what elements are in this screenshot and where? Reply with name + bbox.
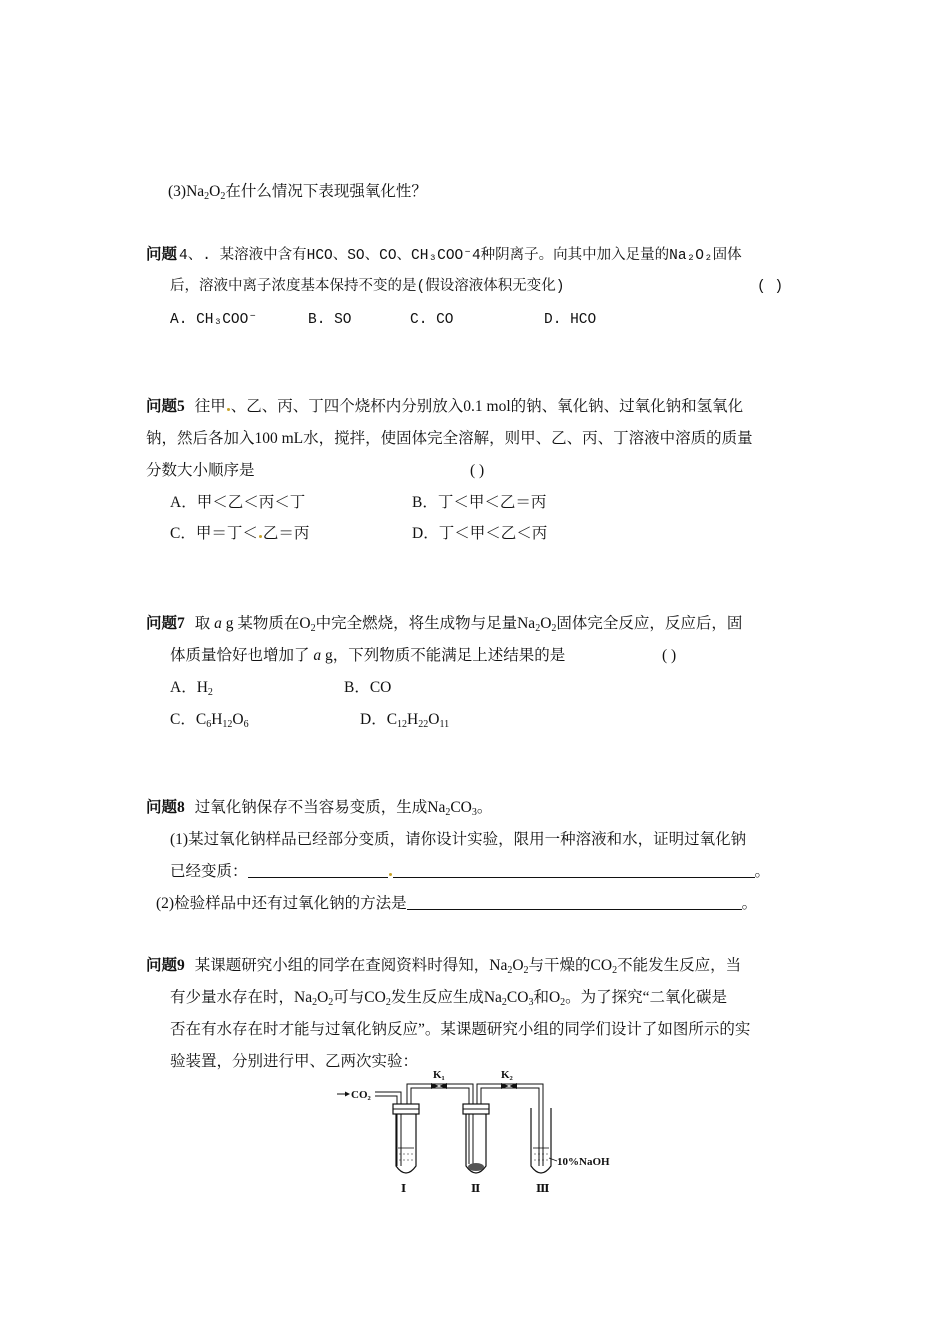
mark-dot	[259, 535, 262, 538]
q9-line4: 验装置，分别进行甲、乙两次实验：	[170, 1053, 419, 1070]
q9-line3: 否在有水存在时才能与过氧化钠反应”。某课题研究小组的同学们设计了如图所示的实	[170, 1021, 751, 1038]
q7-line1: 问题7 取 a g 某物质在$O_2$中完全燃烧，将生成物与足量$Na_2O_2$固体完全反应，反应后，固	[146, 615, 743, 634]
q7-option-a: A．$H_2$	[170, 679, 213, 698]
q8-line1: 问题8 过氧化钠保存不当容易变质，生成$Na_2CO_3$。	[146, 799, 493, 818]
q5-label: 问题5	[146, 398, 185, 415]
q5-line1: 问题5 往甲 、乙、丙、丁四个烧杯内分别放入0.1 mol的钠、氧化钠、过氧化钠和氢氧化	[146, 398, 744, 415]
inlet-arrowhead	[345, 1092, 350, 1097]
q5-bracket: ( )	[470, 462, 485, 479]
k2-label: K₂	[501, 1069, 513, 1081]
q7-option-d: D．$C_{12}H_{22}O_{11}$	[360, 711, 450, 730]
q7-line2: 体质量恰好也增加了 a g，下列物质不能满足上述结果的是	[170, 647, 566, 664]
tube-3-label: Ⅲ	[536, 1183, 550, 1193]
q4-line2: 后，溶液中离子浓度基本保持不变的是(假设溶液体积无变化)	[170, 279, 565, 295]
q7-option-c: C．$C_6H_{12}O_6$	[170, 711, 249, 730]
q5-option-b: B．丁＜甲＜乙＝丙	[412, 494, 547, 511]
q8-part1-line1: (1)某过氧化钠样品已经部分变质，请你设计实验，限用一种溶液和水，证明过氧化钠	[170, 831, 747, 848]
q5-option-a: A．甲＜乙＜丙＜丁	[170, 494, 306, 511]
q4-line1: 问题 4、. 某溶液中含有HCO、SO、CO、CH₃COO⁻4种阴离子。向其中加入足量的Na₂O₂固体	[146, 246, 742, 264]
tube-1-label: Ⅰ	[401, 1183, 407, 1193]
answer-blank-1[interactable]	[248, 863, 388, 878]
q4-option-d: D. HCO	[544, 312, 597, 328]
q8-part2: (2)检验样品中还有过氧化钠的方法是 。	[156, 895, 758, 912]
mark-dot	[227, 408, 230, 411]
q7-option-b: B．CO	[344, 679, 392, 696]
q8-label: 问题8	[146, 799, 185, 816]
tube-3	[531, 1108, 551, 1173]
q5-line3: 分数大小顺序是	[146, 462, 255, 479]
q7-label: 问题7	[146, 615, 185, 632]
k1-label: K₁	[433, 1069, 445, 1081]
q4-bracket: ( )	[757, 279, 784, 295]
q4-label: 问题	[146, 246, 178, 263]
q7-bracket: ( )	[662, 647, 677, 664]
q5-line2: 钠，然后各加入100 mL水，搅拌，使固体完全溶解，则甲、乙、丙、丁溶液中溶质的质量	[146, 430, 753, 447]
naoh-pointer	[549, 1158, 557, 1161]
q9-line1: 问题9 某课题研究小组的同学在查阅资料时得知，$Na_2O_2$与干燥的$CO_2$不能发生反应，当	[146, 957, 742, 976]
answer-blank-1b[interactable]	[393, 863, 755, 878]
q9-label: 问题9	[146, 957, 185, 974]
q5-option-d: D．丁＜甲＜乙＜丙	[412, 525, 548, 542]
q4-option-a: A. CH₃COO⁻	[170, 312, 258, 328]
q3-line: $(3)Na_2O_2$在什么情况下表现强氧化性？	[168, 183, 427, 202]
q5-option-c: C．甲＝丁＜ 乙＝丙	[170, 525, 310, 542]
naoh-label: 10%NaOH	[557, 1156, 610, 1168]
q8-part1-line2: 已经变质： 。	[170, 863, 771, 880]
solid-sample-2	[468, 1163, 484, 1171]
q4-option-b: B. SO	[308, 312, 352, 328]
answer-blank-2[interactable]	[407, 895, 742, 910]
tube-2-label: Ⅱ	[471, 1183, 481, 1193]
q4-option-c: C. CO	[410, 312, 454, 328]
q9-line2: 有少量水存在时，$Na_2O_2$可与$CO_2$发生反应生成$Na_2CO_3$和$O_2$。为了探究“二氧化碳是	[170, 989, 728, 1008]
mark-dot	[389, 873, 392, 876]
apparatus-diagram	[335, 1068, 625, 1193]
co2-label: CO₂	[351, 1089, 371, 1101]
